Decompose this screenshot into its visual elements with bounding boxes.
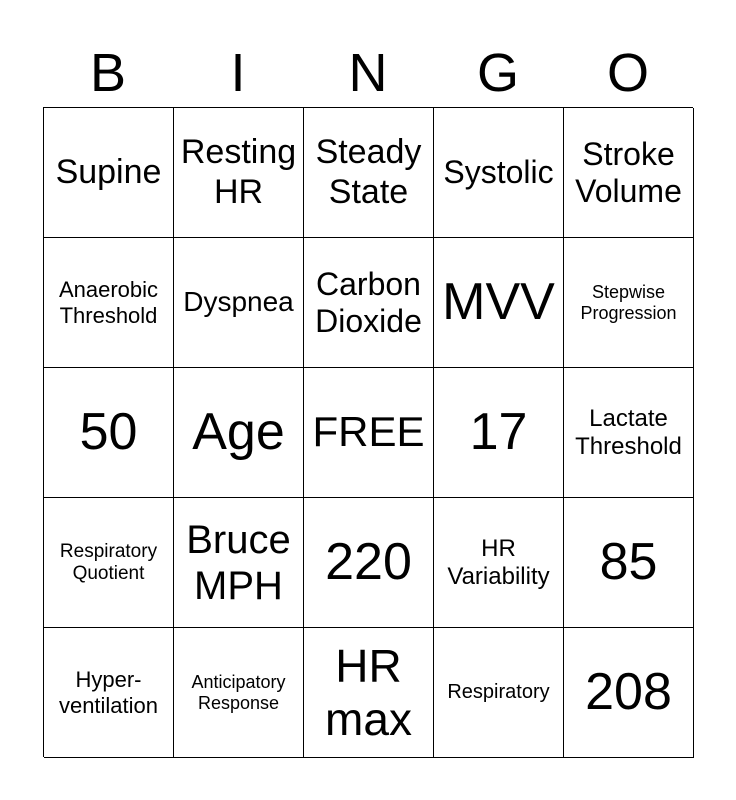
bingo-cell-r5-c1[interactable] xyxy=(44,628,174,758)
bingo-cell-r2-c3[interactable] xyxy=(304,238,434,368)
header-letter-n: N xyxy=(348,43,388,103)
bingo-cell-r1-c3[interactable] xyxy=(304,108,434,238)
cell-label: Respiratory xyxy=(447,681,550,703)
cell-label: Carbon Dioxide xyxy=(315,265,422,339)
cell-label: Anticipatory Response xyxy=(191,671,286,713)
header-letter-b: B xyxy=(89,43,127,103)
cell-label: Bruce MPH xyxy=(186,517,291,608)
bingo-cell-r2-c2[interactable] xyxy=(174,238,304,368)
bingo-cell-r4-c4[interactable] xyxy=(434,498,564,628)
header-letter-i: I xyxy=(230,43,246,103)
bingo-cell-r3-c4[interactable] xyxy=(434,368,564,498)
cell-label: Supine xyxy=(55,152,162,191)
bingo-cell-r4-c2[interactable] xyxy=(174,498,304,628)
bingo-cell-r5-c4[interactable] xyxy=(434,628,564,758)
bingo-cell-r4-c1[interactable] xyxy=(44,498,174,628)
bingo-cell-r5-c3[interactable] xyxy=(304,628,434,758)
cell-label: Systolic xyxy=(443,154,554,191)
bingo-cell-r1-c5[interactable] xyxy=(564,108,694,238)
bingo-cell-r4-c3[interactable] xyxy=(304,498,434,628)
cell-label: Lactate Threshold xyxy=(575,404,682,460)
cell-label: 50 xyxy=(79,402,138,461)
header-letter-o: O xyxy=(606,43,649,103)
cell-label: Stroke Volume xyxy=(575,135,682,209)
bingo-cell-r1-c4[interactable] xyxy=(434,108,564,238)
cell-label: Hyper-ventilation xyxy=(58,667,159,718)
free-space-label: FREE xyxy=(312,408,425,456)
bingo-cell-r4-c5[interactable] xyxy=(564,498,694,628)
cell-label: 208 xyxy=(585,662,672,721)
cell-label: 85 xyxy=(599,532,658,591)
cell-label: MVV xyxy=(442,272,555,331)
bingo-cell-r2-c5[interactable] xyxy=(564,238,694,368)
cell-label: 17 xyxy=(469,402,528,461)
bingo-cell-r2-c4[interactable] xyxy=(434,238,564,368)
cell-label: 220 xyxy=(325,532,412,591)
cell-label: Steady State xyxy=(315,133,422,211)
bingo-cell-r3-c3 free-space[interactable] xyxy=(304,368,434,498)
cell-label: Age xyxy=(192,402,285,461)
cell-label: HR max xyxy=(325,639,412,745)
bingo-cell-r3-c5[interactable] xyxy=(564,368,694,498)
bingo-cell-r5-c2[interactable] xyxy=(174,628,304,758)
header-letter-g: G xyxy=(476,43,519,103)
cell-label: Resting HR xyxy=(180,133,297,211)
bingo-cell-r2-c1[interactable] xyxy=(44,238,174,368)
bingo-header xyxy=(43,38,693,108)
cell-label: Stepwise Progression xyxy=(580,281,677,323)
bingo-board xyxy=(43,107,693,757)
cell-label: Dyspnea xyxy=(183,286,294,318)
cell-label: Anaerobic Threshold xyxy=(58,277,159,328)
cell-label: HR Variability xyxy=(447,534,550,590)
bingo-cell-r5-c5[interactable] xyxy=(564,628,694,758)
bingo-cell-r3-c2[interactable] xyxy=(174,368,304,498)
bingo-cell-r1-c1[interactable] xyxy=(44,108,174,238)
bingo-cell-r3-c1[interactable] xyxy=(44,368,174,498)
bingo-cell-r1-c2[interactable] xyxy=(174,108,304,238)
cell-label: Respiratory Quotient xyxy=(59,540,158,584)
